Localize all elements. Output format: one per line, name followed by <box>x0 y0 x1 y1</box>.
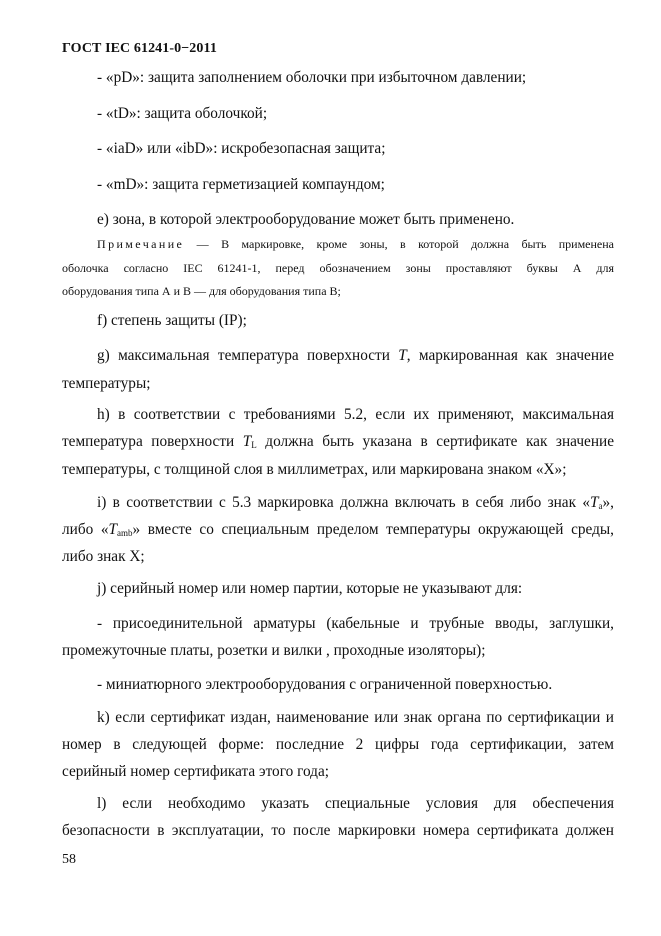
paragraph-g-line-2: температуры; <box>62 375 151 392</box>
note-line-2: оболочка согласно IEC 61241-1, перед обозначением зоны проставляют буквы А для <box>62 261 614 275</box>
list-item-miniature: - миниатюрного электрооборудования с ограниченной поверхностью. <box>97 676 553 693</box>
paragraph-i-line-1: i) в соответствии с 5.3 маркировка должна включать в себя либо знак «$T_a$», <box>97 494 614 511</box>
note-label: Примечание <box>97 237 185 251</box>
list-item-md: - «mD»: защита герметизацией компаундом; <box>97 176 385 193</box>
paragraph-f: f) степень защиты (IP); <box>97 312 247 329</box>
paragraph-k-line-1: k) если сертификат издан, наименование или знак органа по сертификации и <box>97 709 614 726</box>
paragraph-h-line-1: h) в соответствии с требованиями 5.2, если их применяют, максимальная <box>97 406 614 423</box>
page-number: 58 <box>62 852 76 867</box>
list-item-td: - «tD»: защита оболочкой; <box>97 105 268 122</box>
note-line-3: оборудования типа А и В — для оборудования типа В; <box>62 284 341 298</box>
paragraph-h-line-3: температуры, с толщиной слоя в миллиметрах, или маркирована знаком «X»; <box>62 461 567 478</box>
note-line-1: Примечание — В маркировке, кроме зоны, в которой должна быть применена <box>97 237 615 251</box>
document-header: ГОСТ IEC 61241-0−2011 <box>62 41 217 56</box>
list-item-iad: - «iaD» или «ibD»: искробезопасная защита; <box>97 140 386 157</box>
paragraph-k-line-3: серийный номер сертификата этого года; <box>62 763 329 780</box>
list-item-pd: - «pD»: защита заполнением оболочки при избыточном давлении; <box>97 69 527 86</box>
paragraph-k-line-2: номер в следующей форме: последние 2 цифры года сертификации, затем <box>62 736 614 753</box>
paragraph-i-line-3: либо знак X; <box>62 548 145 565</box>
paragraph-h-line-2: температура поверхности $T_L$ должна быть указана в сертификате как значение <box>62 433 614 450</box>
paragraph-e: e) зона, в которой электрооборудование может быть применено. <box>97 211 515 228</box>
paragraph-i-line-2: либо «$T_{amb}$» вместе со специальным пределом температуры окружающей среды, <box>62 521 614 538</box>
list-item-fittings-line-2: промежуточные платы, розетки и вилки , проходные изоляторы); <box>62 642 486 659</box>
paragraph-l-line-2: безопасности в эксплуатации, то после маркировки номера сертификата должен <box>62 822 614 839</box>
paragraph-l-line-1: l) если необходимо указать специальные условия для обеспечения <box>97 795 614 812</box>
paragraph-j: j) серийный номер или номер партии, которые не указывают для: <box>97 580 523 597</box>
list-item-fittings-line-1: - присоединительной арматуры (кабельные и трубные вводы, заглушки, <box>97 615 614 632</box>
paragraph-g-line-1: g) максимальная температура поверхности T, маркированная как значение <box>97 347 614 364</box>
